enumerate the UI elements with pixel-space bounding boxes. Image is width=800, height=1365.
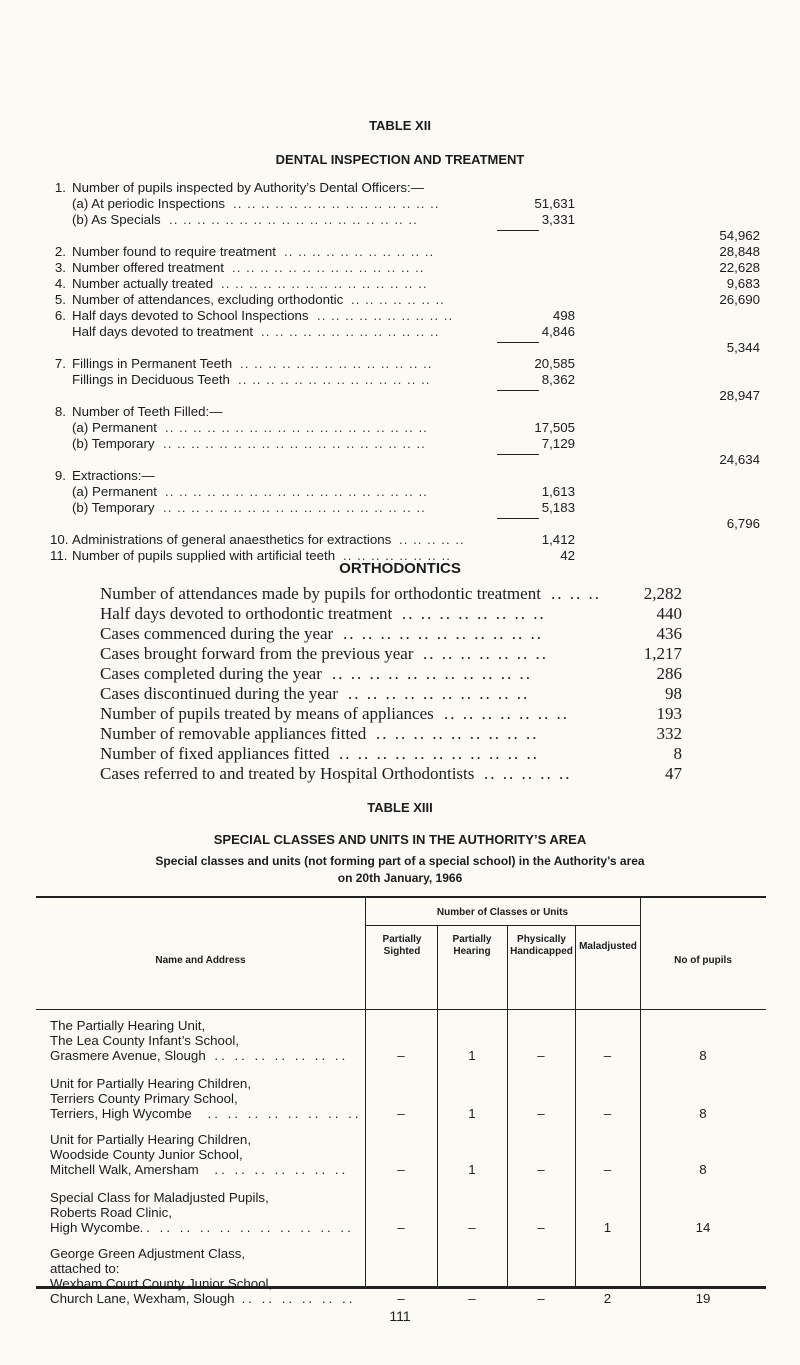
leader-dots: .. .. .. .. .. .. .. .. .. .. .. .. .. .. .. .. .. .. ..: [165, 484, 428, 499]
row-number: 11.: [50, 548, 68, 563]
leader-dots: .. .. .. .. .. .. .. .. .. .. ..: [343, 624, 543, 643]
leader-dots: .. .. .. .. ..: [484, 764, 572, 783]
row-value: 1,217: [643, 644, 682, 663]
leader-dots: .. .. .. .. .. .. .. .. .. .. ..: [284, 244, 435, 259]
row-label: Cases completed during the year: [100, 664, 322, 683]
partially-sighted-value: –: [397, 1162, 405, 1177]
leader-dots: .. .. .. .. .. .. ..: [444, 704, 569, 723]
leader-dots: .. .. .. .. .. .. .. .. .. .. .. .. .. ..: [238, 372, 431, 387]
partially-sighted-value: –: [397, 1220, 405, 1235]
leader-dots: .. .. .. .. .. .. .. .. .. .. .. .. .. .. ..: [233, 196, 440, 211]
orthodontics-title: ORTHODONTICS: [339, 560, 461, 577]
table-xii-subtitle: DENTAL INSPECTION AND TREATMENT: [275, 152, 525, 167]
leader-dots: .. .. .. .. .. .. .. .. .. .. .. .. ..: [261, 324, 440, 339]
name-address-line: The Lea County Infant’s School,: [50, 1033, 239, 1048]
leader-dots: .. .. .. .. .. .. .. .. .. .. .. .. .. .. .. .. .. .. ..: [163, 500, 426, 515]
row-value: 193: [656, 704, 682, 723]
row-number: 5.: [54, 292, 66, 307]
row-label: Fillings in Permanent Teeth: [72, 356, 233, 371]
maladjusted-value: –: [603, 1162, 612, 1177]
leader-dots: .. .. .. .. .. .. .. .. ..: [376, 724, 539, 743]
subtotal-value: 4,846: [541, 324, 575, 339]
row-label: Half days devoted to orthodontic treatment: [100, 604, 393, 623]
dental-row: [50, 292, 770, 308]
row-number: 2.: [54, 244, 66, 259]
row-number: 7.: [54, 356, 66, 371]
header-number-of-classes: Number of Classes or Units: [436, 907, 569, 918]
dental-row: [50, 516, 770, 532]
name-address-line: Roberts Road Clinic,: [50, 1205, 172, 1220]
partially-sighted-value: –: [397, 1291, 405, 1306]
row-label: Cases discontinued during the year: [100, 684, 338, 703]
row-label: (b) Temporary: [72, 436, 155, 451]
row-label: Cases brought forward from the previous year: [100, 644, 414, 663]
maladjusted-value: 1: [603, 1220, 612, 1235]
leader-dots: .. .. .. .. .. ..: [241, 1291, 356, 1306]
header-bottom-rule: [36, 1009, 766, 1010]
sum-rule: [497, 390, 539, 391]
total-value: 26,690: [719, 292, 760, 307]
partially-hearing-value: 1: [468, 1048, 476, 1063]
orthodontics-row: [100, 604, 700, 624]
dental-row: [50, 228, 770, 244]
dental-row: [50, 436, 770, 452]
partially-hearing-value: 1: [468, 1162, 476, 1177]
header-partially-sighted: Partially Sighted: [382, 934, 422, 957]
table-xiii-caption-2: on 20th January, 1966: [337, 871, 463, 885]
row-label: (a) Permanent: [72, 420, 157, 435]
leader-dots: .. .. .. .. .. .. .. .. .. .. ..: [332, 664, 532, 683]
sum-rule: [497, 230, 539, 231]
row-label: (a) Permanent: [72, 484, 157, 499]
row-value: 286: [656, 664, 682, 683]
subtotal-value: 20,585: [534, 356, 575, 371]
subtotal-value: 7,129: [541, 436, 575, 451]
total-value: 5,344: [726, 340, 760, 355]
row-value: 2,282: [643, 584, 682, 603]
subtotal-value: 498: [552, 308, 575, 323]
dental-row: [50, 420, 770, 436]
physically-handicapped-value: –: [537, 1106, 545, 1121]
sum-rule: [497, 518, 539, 519]
maladjusted-value: –: [603, 1048, 612, 1063]
orthodontics-row: [100, 584, 700, 604]
leader-dots: .. .. .. .. .. .. ..: [351, 292, 445, 307]
no-of-pupils-value: 14: [695, 1220, 711, 1235]
group-header-rule: [365, 925, 640, 926]
leader-dots: .. .. .. .. .. .. .. .. .. .. .. .. .. ..: [240, 356, 433, 371]
partially-sighted-value: –: [397, 1106, 405, 1121]
total-value: 28,947: [719, 388, 760, 403]
dental-row: [50, 196, 770, 212]
row-value: 436: [656, 624, 682, 643]
dental-row: [50, 484, 770, 500]
leader-dots: .. .. .. .. .. .. .. .. .. .. .. .. .. .. ..: [221, 276, 428, 291]
name-address-line: High Wycombe: [50, 1220, 141, 1235]
row-label: Number offered treatment: [72, 260, 225, 275]
total-value: 54,962: [719, 228, 760, 243]
leader-dots: .. .. ..: [551, 584, 601, 603]
orthodontics-row: [100, 684, 700, 704]
dental-row: [50, 452, 770, 468]
table-xiii-title: TABLE XIII: [367, 800, 433, 815]
row-number: 6.: [54, 308, 66, 323]
row-label: Number of pupils inspected by Authority’s Dental Officers:—: [72, 180, 425, 195]
total-value: 24,634: [719, 452, 760, 467]
leader-dots: .. .. .. .. .. .. .. ..: [343, 548, 451, 563]
sum-rule: [497, 342, 539, 343]
row-number: 10.: [50, 532, 69, 547]
row-label: Half days devoted to School Inspections: [72, 308, 309, 323]
total-value: 9,683: [726, 276, 760, 291]
row-label: Cases referred to and treated by Hospital Orthodontists: [100, 764, 475, 783]
row-value: 47: [665, 764, 682, 783]
dental-row: [50, 468, 770, 484]
table-xii-title: TABLE XII: [369, 118, 431, 133]
physically-handicapped-value: –: [537, 1162, 545, 1177]
dental-row: [50, 404, 770, 420]
row-number: 8.: [54, 404, 66, 419]
partially-sighted-value: –: [397, 1048, 405, 1063]
total-value: 22,628: [719, 260, 760, 275]
dental-row: [50, 388, 770, 404]
orthodontics-row: [100, 664, 700, 684]
table-xiii-subtitle: SPECIAL CLASSES AND UNITS IN THE AUTHORITY’S AREA: [213, 832, 587, 847]
row-label: Number of pupils treated by means of appliances: [100, 704, 434, 723]
row-number: 4.: [54, 276, 66, 291]
leader-dots: .. .. .. .. .. .. .. .. .. .. .. .. .. .. .. .. .. .. ..: [163, 436, 426, 451]
row-label: Number of attendances made by pupils for orthodontic treatment: [100, 584, 541, 603]
no-of-pupils-value: 8: [699, 1048, 707, 1063]
orthodontics-row: [100, 624, 700, 644]
dental-row: [50, 372, 770, 388]
orthodontics-row: [100, 724, 700, 744]
leader-dots: .. .. .. .. ..: [399, 532, 465, 547]
name-address-line: Unit for Partially Hearing Children,: [50, 1132, 252, 1147]
row-label: Cases commenced during the year: [100, 624, 334, 643]
row-label: Number of Teeth Filled:—: [72, 404, 223, 419]
leader-dots: .. .. .. .. .. .. .. .. .. .. .. .. .. .. .. .. .. .. ..: [165, 420, 428, 435]
leader-dots: .. .. .. .. .. .. ..: [214, 1048, 349, 1063]
row-label: (b) Temporary: [72, 500, 155, 515]
table-top-rule: [36, 896, 766, 898]
row-value: 98: [665, 684, 682, 703]
no-of-pupils-value: 8: [699, 1106, 707, 1121]
row-label: Number of removable appliances fitted: [100, 724, 367, 743]
subtotal-value: 3,331: [541, 212, 575, 227]
dental-row: [50, 356, 770, 372]
name-address-line: Wexham Court County Junior School,: [50, 1276, 273, 1291]
leader-dots: .. .. .. .. .. .. .. .. .. ..: [317, 308, 454, 323]
name-address-line: Grasmere Avenue, Slough: [50, 1048, 206, 1063]
sum-rule: [497, 454, 539, 455]
dental-row: [50, 324, 770, 340]
orthodontics-row: [100, 644, 700, 664]
subtotal-value: 1,412: [541, 532, 575, 547]
dental-row: [50, 500, 770, 516]
dental-row: [50, 180, 770, 196]
name-address-line: The Partially Hearing Unit,: [50, 1018, 206, 1033]
name-address-line: George Green Adjustment Class,: [50, 1246, 246, 1261]
total-value: 6,796: [726, 516, 760, 531]
subtotal-value: 17,505: [534, 420, 575, 435]
row-value: 8: [673, 744, 682, 763]
name-address-line: Mitchell Walk, Amersham: [50, 1162, 199, 1177]
orthodontics-row: [100, 744, 700, 764]
subtotal-value: 42: [560, 548, 575, 563]
subtotal-value: 1,613: [541, 484, 575, 499]
dental-row: [50, 340, 770, 356]
name-address-line: Church Lane, Wexham, Slough: [50, 1291, 235, 1306]
table-xiii-caption-1: Special classes and units (not forming part of a special school) in the Authority’s area: [155, 854, 645, 868]
maladjusted-value: –: [603, 1106, 612, 1121]
subtotal-value: 8,362: [541, 372, 575, 387]
row-label: Number actually treated: [72, 276, 214, 291]
partially-hearing-value: –: [468, 1220, 476, 1235]
row-label: Number of fixed appliances fitted: [100, 744, 330, 763]
header-maladjusted: Maladjusted: [579, 941, 637, 952]
row-value: 440: [656, 604, 682, 623]
leader-dots: .. .. .. .. .. .. ..: [214, 1162, 349, 1177]
leader-dots: .. .. .. .. .. .. .. .. .. .. ..: [139, 1220, 354, 1235]
total-value: 28,848: [719, 244, 760, 259]
dental-row: [50, 276, 770, 292]
leader-dots: .. .. .. .. .. .. .. .. .. .. .. .. .. ..: [232, 260, 425, 275]
row-label: (a) At periodic Inspections: [72, 196, 225, 211]
physically-handicapped-value: –: [537, 1291, 545, 1306]
row-label: Number of attendances, excluding orthodontic: [72, 292, 344, 307]
row-number: 9.: [54, 468, 66, 483]
name-address-line: Woodside County Junior School,: [50, 1147, 243, 1162]
dental-row: [50, 244, 770, 260]
row-value: 332: [656, 724, 682, 743]
name-address-line: Unit for Partially Hearing Children,: [50, 1076, 252, 1091]
row-number: 3.: [54, 260, 66, 275]
subtotal-value: 5,183: [541, 500, 575, 515]
row-label: Extractions:—: [72, 468, 155, 483]
name-address-line: Terriers County Primary School,: [50, 1091, 238, 1106]
physically-handicapped-value: –: [537, 1048, 545, 1063]
name-address-line: attached to:: [50, 1261, 120, 1276]
no-of-pupils-value: 19: [695, 1291, 711, 1306]
dental-row: [50, 212, 770, 228]
partially-hearing-value: –: [468, 1291, 476, 1306]
header-partially-hearing: Partially Hearing: [452, 934, 492, 957]
row-label: Fillings in Deciduous Teeth: [72, 372, 230, 387]
leader-dots: .. .. .. .. .. .. .. .. .. ..: [348, 684, 530, 703]
physically-handicapped-value: –: [537, 1220, 545, 1235]
row-label: Administrations of general anaesthetics for extractions: [72, 532, 392, 547]
maladjusted-value: 2: [603, 1291, 612, 1306]
name-address-line: Special Class for Maladjusted Pupils,: [50, 1190, 269, 1205]
row-label: (b) As Specials: [72, 212, 161, 227]
orthodontics-row: [100, 704, 700, 724]
partially-hearing-value: 1: [468, 1106, 476, 1121]
header-no-of-pupils: No of pupils: [674, 955, 732, 966]
page-number: 111: [389, 1308, 411, 1324]
row-label: Number found to require treatment: [72, 244, 276, 259]
name-address-line: Terriers, High Wycombe: [50, 1106, 192, 1121]
row-label: Half days devoted to treatment: [72, 324, 254, 339]
subtotal-value: 51,631: [534, 196, 575, 211]
header-name-address: Name and Address: [155, 955, 246, 966]
dental-row: [50, 308, 770, 324]
orthodontics-row: [100, 764, 700, 784]
dental-row: [50, 260, 770, 276]
leader-dots: .. .. .. .. .. .. .. .. .. .. ..: [339, 744, 539, 763]
leader-dots: .. .. .. .. .. .. ..: [423, 644, 548, 663]
leader-dots: .. .. .. .. .. .. .. ..: [402, 604, 546, 623]
row-label: Number of pupils supplied with artificial teeth: [72, 548, 336, 563]
leader-dots: .. .. .. .. .. .. .. .. .. .. .. .. .. .. .. .. .. ..: [169, 212, 418, 227]
leader-dots: .. .. .. .. .. .. .. ..: [207, 1106, 362, 1121]
no-of-pupils-value: 8: [699, 1162, 707, 1177]
row-number: 1.: [54, 180, 66, 195]
header-physically-handicapped: Physically Handicapped: [510, 934, 573, 957]
dental-row: [50, 532, 770, 548]
